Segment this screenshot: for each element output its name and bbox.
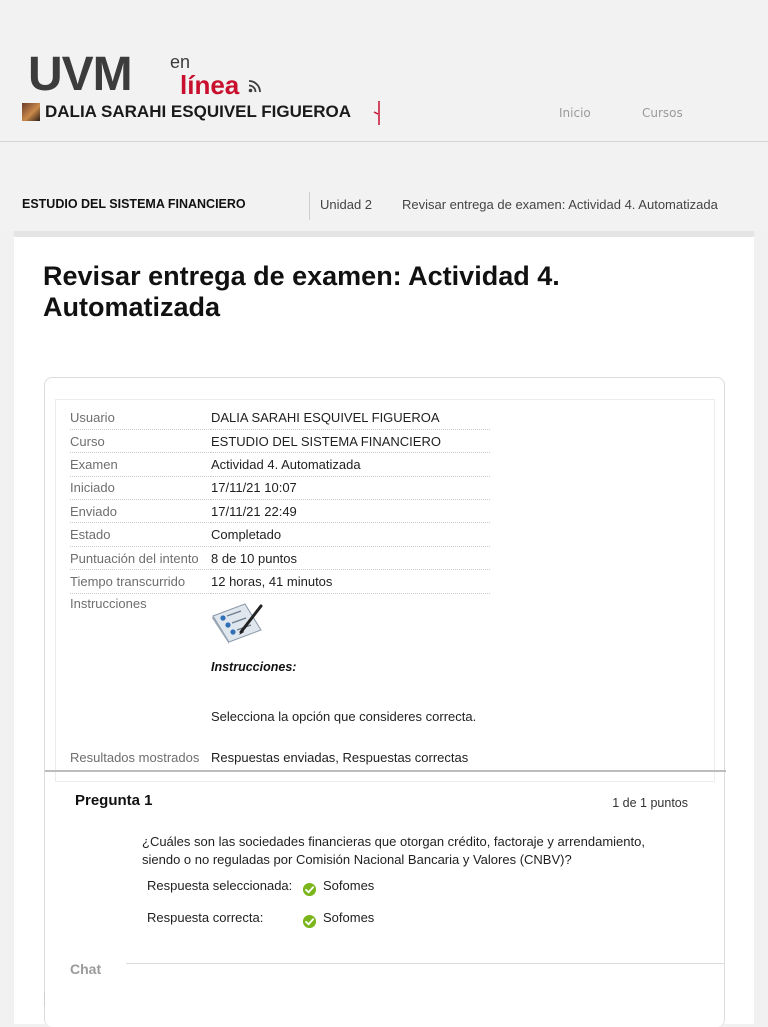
detail-value: ESTUDIO DEL SISTEMA FINANCIERO — [211, 429, 490, 452]
rss-icon — [248, 79, 262, 93]
detail-value: Respuestas enviadas, Respuestas correctas — [211, 749, 469, 765]
page-title: Revisar entrega de examen: Actividad 4. Automatizada — [43, 261, 560, 322]
detail-value: 17/11/21 22:49 — [211, 500, 490, 523]
menu-toggle-icon[interactable] — [372, 99, 384, 127]
uvm-en-linea-logo[interactable] — [28, 48, 268, 101]
detail-label: Usuario — [70, 406, 211, 429]
detail-value: DALIA SARAHI ESQUIVEL FIGUEROA — [211, 406, 490, 429]
question-score: 1 de 1 puntos — [612, 796, 688, 810]
detail-value: 17/11/21 10:07 — [211, 476, 490, 499]
detail-row — [70, 500, 490, 523]
detail-row — [70, 429, 490, 452]
breadcrumb — [0, 143, 768, 231]
detail-row — [70, 406, 490, 429]
detail-row — [70, 523, 490, 546]
logo-sub: línea — [180, 70, 240, 100]
chat-divider — [126, 963, 724, 964]
detail-label: Puntuación del intento — [70, 546, 211, 569]
detail-label: Resultados mostrados — [70, 749, 200, 765]
detail-value: 12 horas, 41 minutos — [211, 570, 490, 593]
question-text: ¿Cuáles son las sociedades financieras que otorgan crédito, factoraje y arrendamiento, siendo o no reguladas por Comisión Nacional Bancaria y Valores (CNBV)? — [142, 834, 645, 867]
chat-bar[interactable] — [44, 942, 724, 1006]
detail-label: Estado — [70, 523, 211, 546]
attempt-review-card — [44, 377, 725, 1027]
detail-row-results — [70, 746, 490, 769]
nav-inicio[interactable]: Inicio — [559, 106, 591, 120]
logo-sup: en — [170, 52, 191, 72]
detail-label: Tiempo transcurrido — [70, 570, 211, 593]
attempt-details-table — [70, 406, 490, 769]
detail-label: Iniciado — [70, 476, 211, 499]
check-icon — [302, 882, 317, 897]
detail-value: Actividad 4. Automatizada — [211, 453, 490, 476]
site-header — [0, 0, 768, 142]
main-content — [14, 231, 754, 1024]
correct-answer-value: Sofomes — [323, 910, 375, 925]
nav-cursos[interactable]: Cursos — [642, 106, 683, 120]
user-name: DALIA SARAHI ESQUIVEL FIGUEROA — [45, 102, 352, 121]
instructions-content — [211, 596, 490, 746]
avatar — [22, 103, 40, 121]
checklist-icon — [211, 602, 263, 644]
detail-row — [70, 570, 490, 593]
detail-row — [70, 546, 490, 569]
chat-label[interactable]: Chat — [70, 961, 102, 977]
selected-answer-value: Sofomes — [323, 878, 375, 893]
detail-row — [70, 453, 490, 476]
instructions-heading: Instrucciones: — [211, 659, 297, 674]
check-icon — [302, 914, 317, 929]
correct-answer-label: Respuesta correcta: — [147, 910, 264, 925]
user-menu[interactable] — [22, 102, 351, 122]
detail-label: Enviado — [70, 500, 211, 523]
detail-value: 8 de 10 puntos — [211, 546, 490, 569]
detail-label: Instrucciones — [70, 595, 147, 611]
detail-row — [70, 476, 490, 499]
breadcrumb-divider — [309, 192, 310, 220]
breadcrumb-unit[interactable]: Unidad 2 — [320, 197, 373, 212]
breadcrumb-course[interactable]: ESTUDIO DEL SISTEMA FINANCIERO — [22, 197, 246, 211]
detail-label: Examen — [70, 453, 211, 476]
selected-answer-label: Respuesta seleccionada: — [147, 878, 293, 893]
attempt-details — [55, 399, 715, 782]
question-title: Pregunta 1 — [75, 792, 153, 809]
chat-edge — [44, 992, 45, 1006]
instructions-text: Selecciona la opción que consideres correcta. — [211, 708, 477, 724]
detail-label: Curso — [70, 429, 211, 452]
question-divider — [45, 770, 726, 772]
detail-row-instructions — [70, 593, 490, 746]
logo-brand: UVM — [28, 48, 132, 101]
detail-value: Completado — [211, 523, 490, 546]
breadcrumb-current-page: Revisar entrega de examen: Actividad 4. Automatizada — [402, 197, 718, 212]
